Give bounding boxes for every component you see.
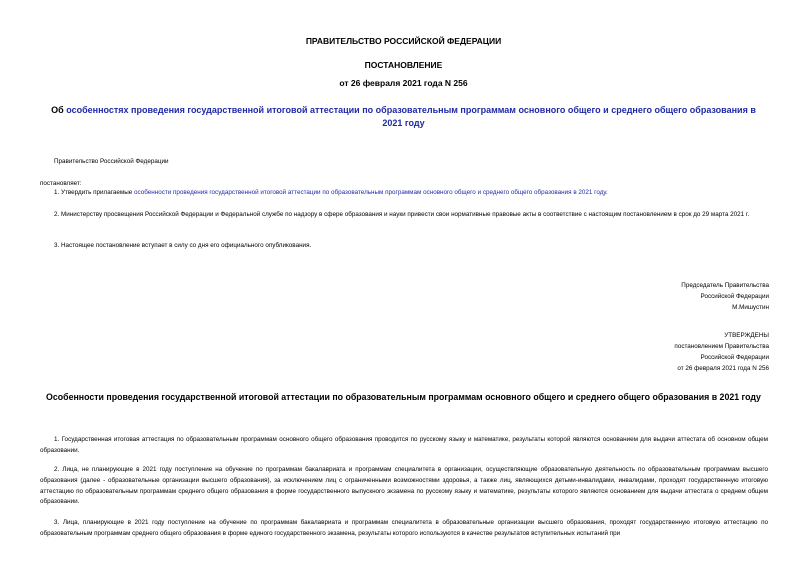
signature-line-1: Председатель Правительства: [681, 282, 769, 289]
decree-title: [40, 104, 767, 130]
header-date-number: от 26 февраля 2021 года N 256: [339, 78, 468, 88]
paragraph-1: 1. Государственная итоговая аттестация по образовательным программам основного общего образования проводится по русскому языку и математике, результаты которой являются основанием для выдачи аттестата об основном общем образовании.: [40, 436, 768, 454]
item-1-prefix: 1. Утвердить прилагаемые: [54, 189, 134, 196]
decree-title-link[interactable]: особенностях проведения государственной итоговой аттестации по образовательным программам основного общего и среднего общего образования в 2021 году: [66, 105, 756, 128]
signature-line-3: М.Мишустин: [732, 304, 769, 311]
item-2: 2. Министерству просвещения Российской Федерации и Федеральной службе по надзору в сфере образования и науки привести свои нормативные правовые акты в соответствие с настоящим постановлением в срок до 29 марта 2021 г.: [54, 211, 750, 218]
header-doc-type: ПОСТАНОВЛЕНИЕ: [364, 60, 443, 70]
item-1-link[interactable]: особенности проведения государственной итоговой аттестации по образовательным программам основного общего и среднего общего образования в 2021 году: [134, 189, 606, 196]
paragraph-2: 2. Лица, не планирующие в 2021 году поступление на обучение по программам бакалавриата и программам специалитета в организации, осуществляющие образовательную деятельность по образовательным программам высшего образования (далее - образовательные организации высшего образования), за исключением лиц с ограниченными возможностями здоровья, а также лиц, являющихся детьми-инвалидами, инвалидами, проходят государственную итоговую аттестацию по образовательным программам среднего общего образования в форме государственного выпускного экзамена по русскому языку и математике, результаты которого являются основанием для выдачи аттестата о среднем общем образовании.: [40, 466, 768, 506]
signature-line-2: Российской Федерации: [700, 293, 769, 300]
item-3: 3. Настоящее постановление вступает в силу со дня его официального опубликования.: [54, 242, 312, 249]
signature-block: [681, 280, 769, 313]
decree-title-prefix: Об: [51, 105, 67, 115]
approved-block: [674, 330, 769, 374]
approved-line-1: УТВЕРЖДЕНЫ: [724, 332, 769, 339]
item-1: [54, 188, 769, 199]
approved-line-2: постановлением Правительства: [674, 343, 769, 350]
item-1-suffix: .: [605, 189, 608, 196]
government-line: Правительство Российской Федерации: [54, 158, 169, 165]
resolves-line: постановляет:: [40, 180, 82, 187]
approved-line-3: Российской Федерации: [700, 354, 769, 361]
paragraph-3: 3. Лица, планирующие в 2021 году поступление на обучение по программам бакалавриата и программам специалитета в образовательные организации высшего образования, проходят государственную итоговую аттестацию по образовательным программам среднего общего образования в форме единого государственного экзамена, результаты которого используются в качестве результатов вступительных испытаний при: [40, 519, 768, 537]
approved-line-4: от 26 февраля 2021 года N 256: [677, 365, 769, 372]
features-title: Особенности проведения государственной итоговой аттестации по образовательным программам основного общего и среднего общего образования в 2021 году: [46, 392, 761, 402]
header-government: ПРАВИТЕЛЬСТВО РОССИЙСКОЙ ФЕДЕРАЦИИ: [305, 36, 502, 46]
